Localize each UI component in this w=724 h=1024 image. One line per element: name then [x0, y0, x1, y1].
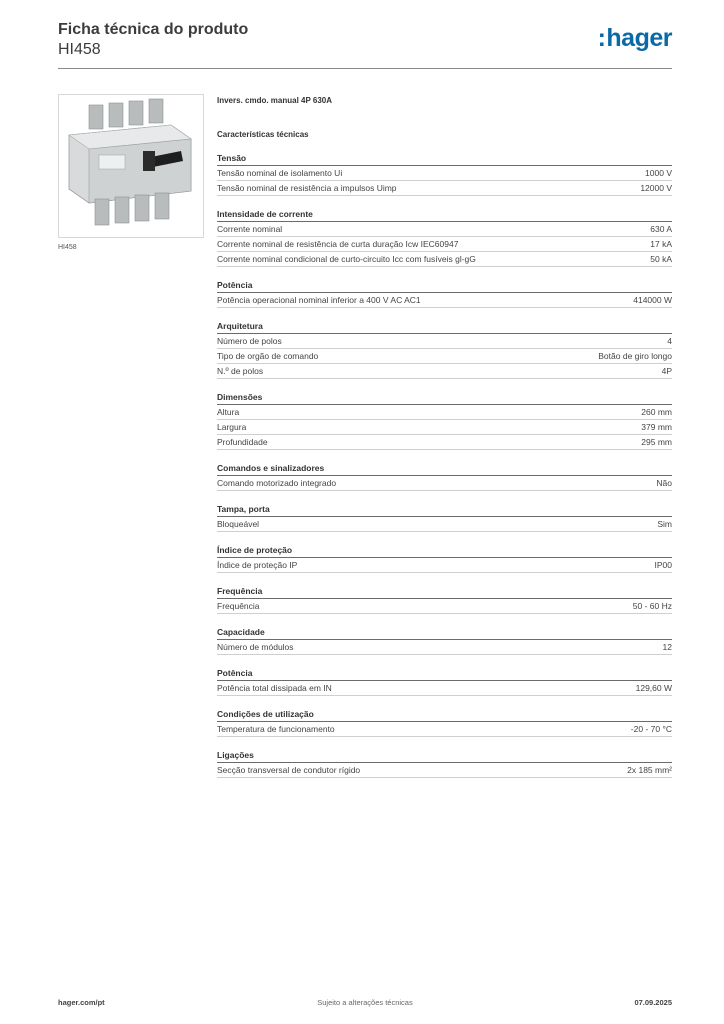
section-title: Condições de utilização: [217, 709, 672, 722]
spec-value: 4: [667, 336, 672, 346]
spec-label: Índice de proteção IP: [217, 560, 298, 570]
product-image: [58, 94, 204, 238]
spec-value: 295 mm: [641, 437, 672, 447]
spec-label: Temperatura de funcionamento: [217, 724, 335, 734]
product-code: HI458: [58, 41, 101, 58]
spec-section: [217, 209, 672, 267]
spec-section: [217, 280, 672, 308]
spec-sections: [217, 153, 672, 778]
spec-section: [217, 392, 672, 450]
spec-value: 12: [662, 642, 672, 652]
section-title: Tensão: [217, 153, 672, 166]
product-name: Invers. cmdo. manual 4P 630A: [217, 96, 333, 105]
spec-value: 1000 V: [645, 168, 672, 178]
switch-disconnector-photo: [59, 95, 203, 237]
spec-value: IP00: [654, 560, 672, 570]
spec-value: 50 kA: [650, 254, 672, 264]
spec-label: N.º de polos: [217, 366, 264, 376]
section-title: Potência: [217, 280, 672, 293]
section-title: Dimensões: [217, 392, 672, 405]
spec-value: 129,60 W: [635, 683, 672, 693]
spec-content: [217, 96, 672, 778]
spec-section: [217, 545, 672, 573]
section-title: Potência: [217, 668, 672, 681]
section-title: Tampa, porta: [217, 504, 672, 517]
spec-label: Bloqueável: [217, 519, 260, 529]
spec-value: Não: [656, 478, 672, 488]
section-title: Intensidade de corrente: [217, 209, 672, 222]
spec-row: [217, 476, 672, 491]
spec-row: [217, 293, 672, 308]
hager-logo: :hager: [597, 24, 672, 52]
spec-section: [217, 504, 672, 532]
spec-row: [217, 681, 672, 696]
section-title: Arquitetura: [217, 321, 672, 334]
spec-row: [217, 763, 672, 778]
spec-label: Secção transversal de condutor rígido: [217, 765, 361, 775]
spec-row: [217, 166, 672, 181]
spec-label: Tipo de orgão de comando: [217, 351, 319, 361]
spec-label: Largura: [217, 422, 247, 432]
spec-label: Número de polos: [217, 336, 282, 346]
spec-value: -20 - 70 °C: [630, 724, 672, 734]
spec-section: [217, 627, 672, 655]
spec-label: Tensão nominal de resistência a impulsos Uimp: [217, 183, 397, 193]
spec-label: Potência total dissipada em IN: [217, 683, 332, 693]
spec-row: [217, 252, 672, 267]
header-divider: [58, 68, 672, 69]
spec-label: Profundidade: [217, 437, 268, 447]
spec-label: Corrente nominal de resistência de curta duração Icw IEC60947: [217, 239, 459, 249]
spec-label: Tensão nominal de isolamento Ui: [217, 168, 343, 178]
spec-row: [217, 349, 672, 364]
spec-label: Potência operacional nominal inferior a 400 V AC AC1: [217, 295, 421, 305]
spec-section: [217, 153, 672, 196]
section-title: Índice de proteção: [217, 545, 672, 558]
section-title: Comandos e sinalizadores: [217, 463, 672, 476]
spec-label: Frequência: [217, 601, 260, 611]
footer-date: 07.09.2025: [634, 998, 672, 1007]
spec-section: [217, 586, 672, 614]
spec-label: Número de módulos: [217, 642, 294, 652]
footer-notice: Sujeito a alterações técnicas: [317, 998, 413, 1007]
spec-label: Comando motorizado integrado: [217, 478, 337, 488]
spec-value: 17 kA: [650, 239, 672, 249]
spec-value: 12000 V: [640, 183, 672, 193]
spec-label: Altura: [217, 407, 240, 417]
spec-value: 379 mm: [641, 422, 672, 432]
spec-value: 414000 W: [633, 295, 672, 305]
spec-value: Sim: [657, 519, 672, 529]
section-title: Capacidade: [217, 627, 672, 640]
logo-text: hager: [606, 24, 672, 52]
spec-row: [217, 517, 672, 532]
spec-section: [217, 750, 672, 778]
section-title: Frequência: [217, 586, 672, 599]
spec-row: [217, 237, 672, 252]
spec-label: Corrente nominal: [217, 224, 283, 234]
spec-section: [217, 463, 672, 491]
footer-website: hager.com/pt: [58, 998, 105, 1007]
spec-value: 50 - 60 Hz: [632, 601, 672, 611]
spec-value: 260 mm: [641, 407, 672, 417]
spec-row: [217, 222, 672, 237]
spec-section: [217, 321, 672, 379]
spec-row: [217, 558, 672, 573]
spec-row: [217, 420, 672, 435]
spec-row: [217, 334, 672, 349]
spec-row: [217, 364, 672, 379]
spec-row: [217, 405, 672, 420]
spec-value: 2x 185 mm²: [627, 765, 672, 775]
page-title: Ficha técnica do produto: [58, 21, 249, 38]
spec-row: [217, 722, 672, 737]
characteristics-title: Características técnicas: [217, 130, 309, 139]
spec-section: [217, 668, 672, 696]
page-header: [58, 20, 248, 60]
spec-section: [217, 709, 672, 737]
section-title: Ligações: [217, 750, 672, 763]
spec-value: Botão de giro longo: [598, 351, 672, 361]
spec-row: [217, 640, 672, 655]
spec-row: [217, 435, 672, 450]
spec-label: Corrente nominal condicional de curto-circuito Icc com fusíveis gl-gG: [217, 254, 476, 264]
spec-row: [217, 181, 672, 196]
spec-row: [217, 599, 672, 614]
spec-value: 4P: [661, 366, 672, 376]
spec-value: 630 A: [650, 224, 672, 234]
image-caption: HI458: [58, 244, 77, 251]
